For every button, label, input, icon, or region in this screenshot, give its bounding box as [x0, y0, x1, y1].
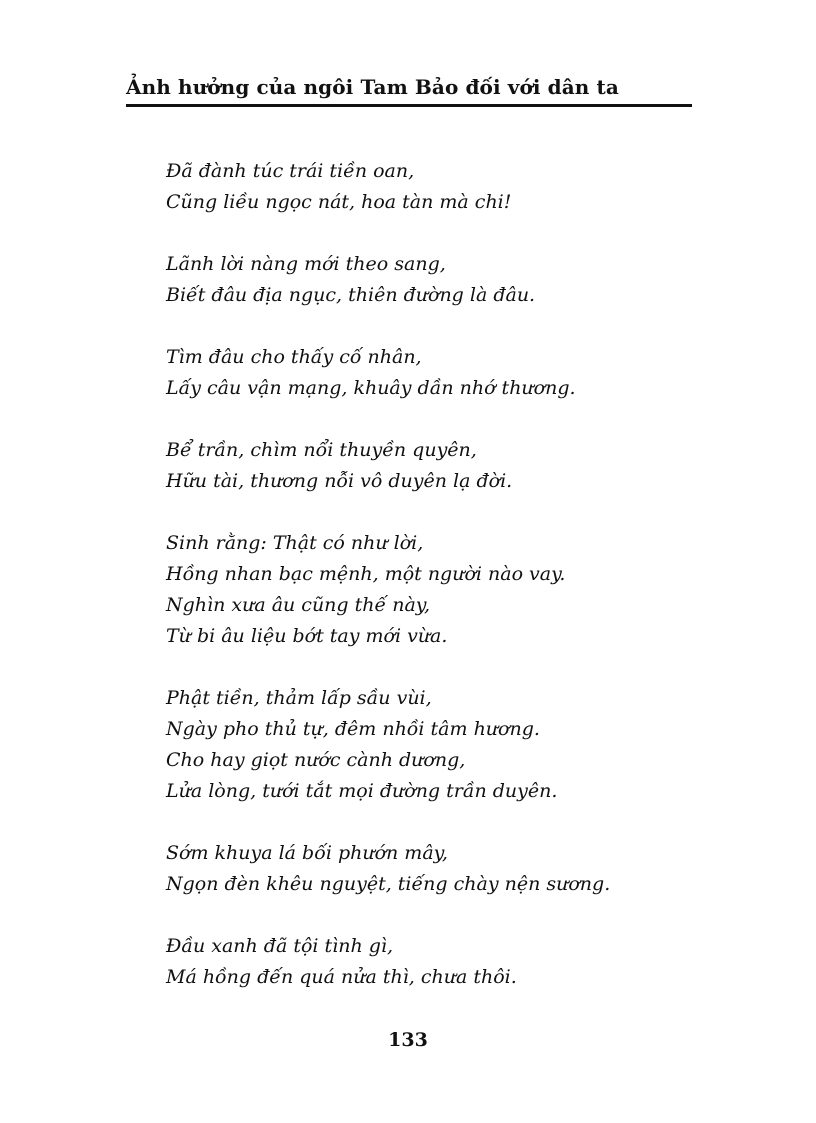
stanza [166, 342, 686, 404]
verse-line: Lửa lòng, tưới tắt mọi đường trần duyên. [166, 780, 558, 802]
stanza [166, 156, 686, 218]
verse-line: Lấy câu vận mạng, khuây dần nhớ thương. [166, 377, 576, 399]
running-header [126, 72, 692, 107]
verse-line: Tìm đâu cho thấy cố nhân, [166, 346, 422, 368]
header-title: Ảnh hưởng của ngôi Tam Bảo đối với dân ta [126, 75, 619, 99]
verse-line: Cũng liều ngọc nát, hoa tàn mà chi! [166, 191, 512, 213]
stanza [166, 435, 686, 497]
verse-line: Lãnh lời nàng mới theo sang, [166, 253, 446, 275]
verse-line: Má hồng đến quá nửa thì, chưa thôi. [166, 966, 517, 988]
verse-line: Ngày pho thủ tự, đêm nhồi tâm hương. [166, 718, 540, 740]
verse-line: Nghìn xưa âu cũng thế này, [166, 594, 431, 616]
verse-line: Bể trần, chìm nổi thuyền quyên, [166, 439, 477, 461]
verse-line: Đầu xanh đã tội tình gì, [166, 935, 394, 957]
header-rule [126, 104, 692, 107]
verse-line: Hồng nhan bạc mệnh, một người nào vay. [166, 563, 566, 585]
page-number: 133 [388, 1029, 428, 1051]
verse-line: Phật tiền, thảm lấp sầu vùi, [166, 687, 432, 709]
stanza [166, 838, 686, 900]
verse-line: Cho hay giọt nước cành dương, [166, 749, 466, 771]
verse-line: Ngọn đèn khêu nguyệt, tiếng chày nện sương. [166, 873, 611, 895]
stanza [166, 931, 686, 993]
verse-line: Đã đành túc trái tiền oan, [166, 160, 415, 182]
stanza [166, 249, 686, 311]
verse-line: Sớm khuya lá bối phướn mây, [166, 842, 448, 864]
verse-line: Sinh rằng: Thật có như lời, [166, 532, 424, 554]
stanza [166, 528, 686, 652]
verse-line: Hữu tài, thương nỗi vô duyên lạ đời. [166, 470, 513, 492]
verse-line: Biết đâu địa ngục, thiên đường là đâu. [166, 284, 536, 306]
stanza [166, 683, 686, 807]
poem [166, 156, 686, 1024]
verse-line: Từ bi âu liệu bớt tay mới vừa. [166, 625, 448, 647]
